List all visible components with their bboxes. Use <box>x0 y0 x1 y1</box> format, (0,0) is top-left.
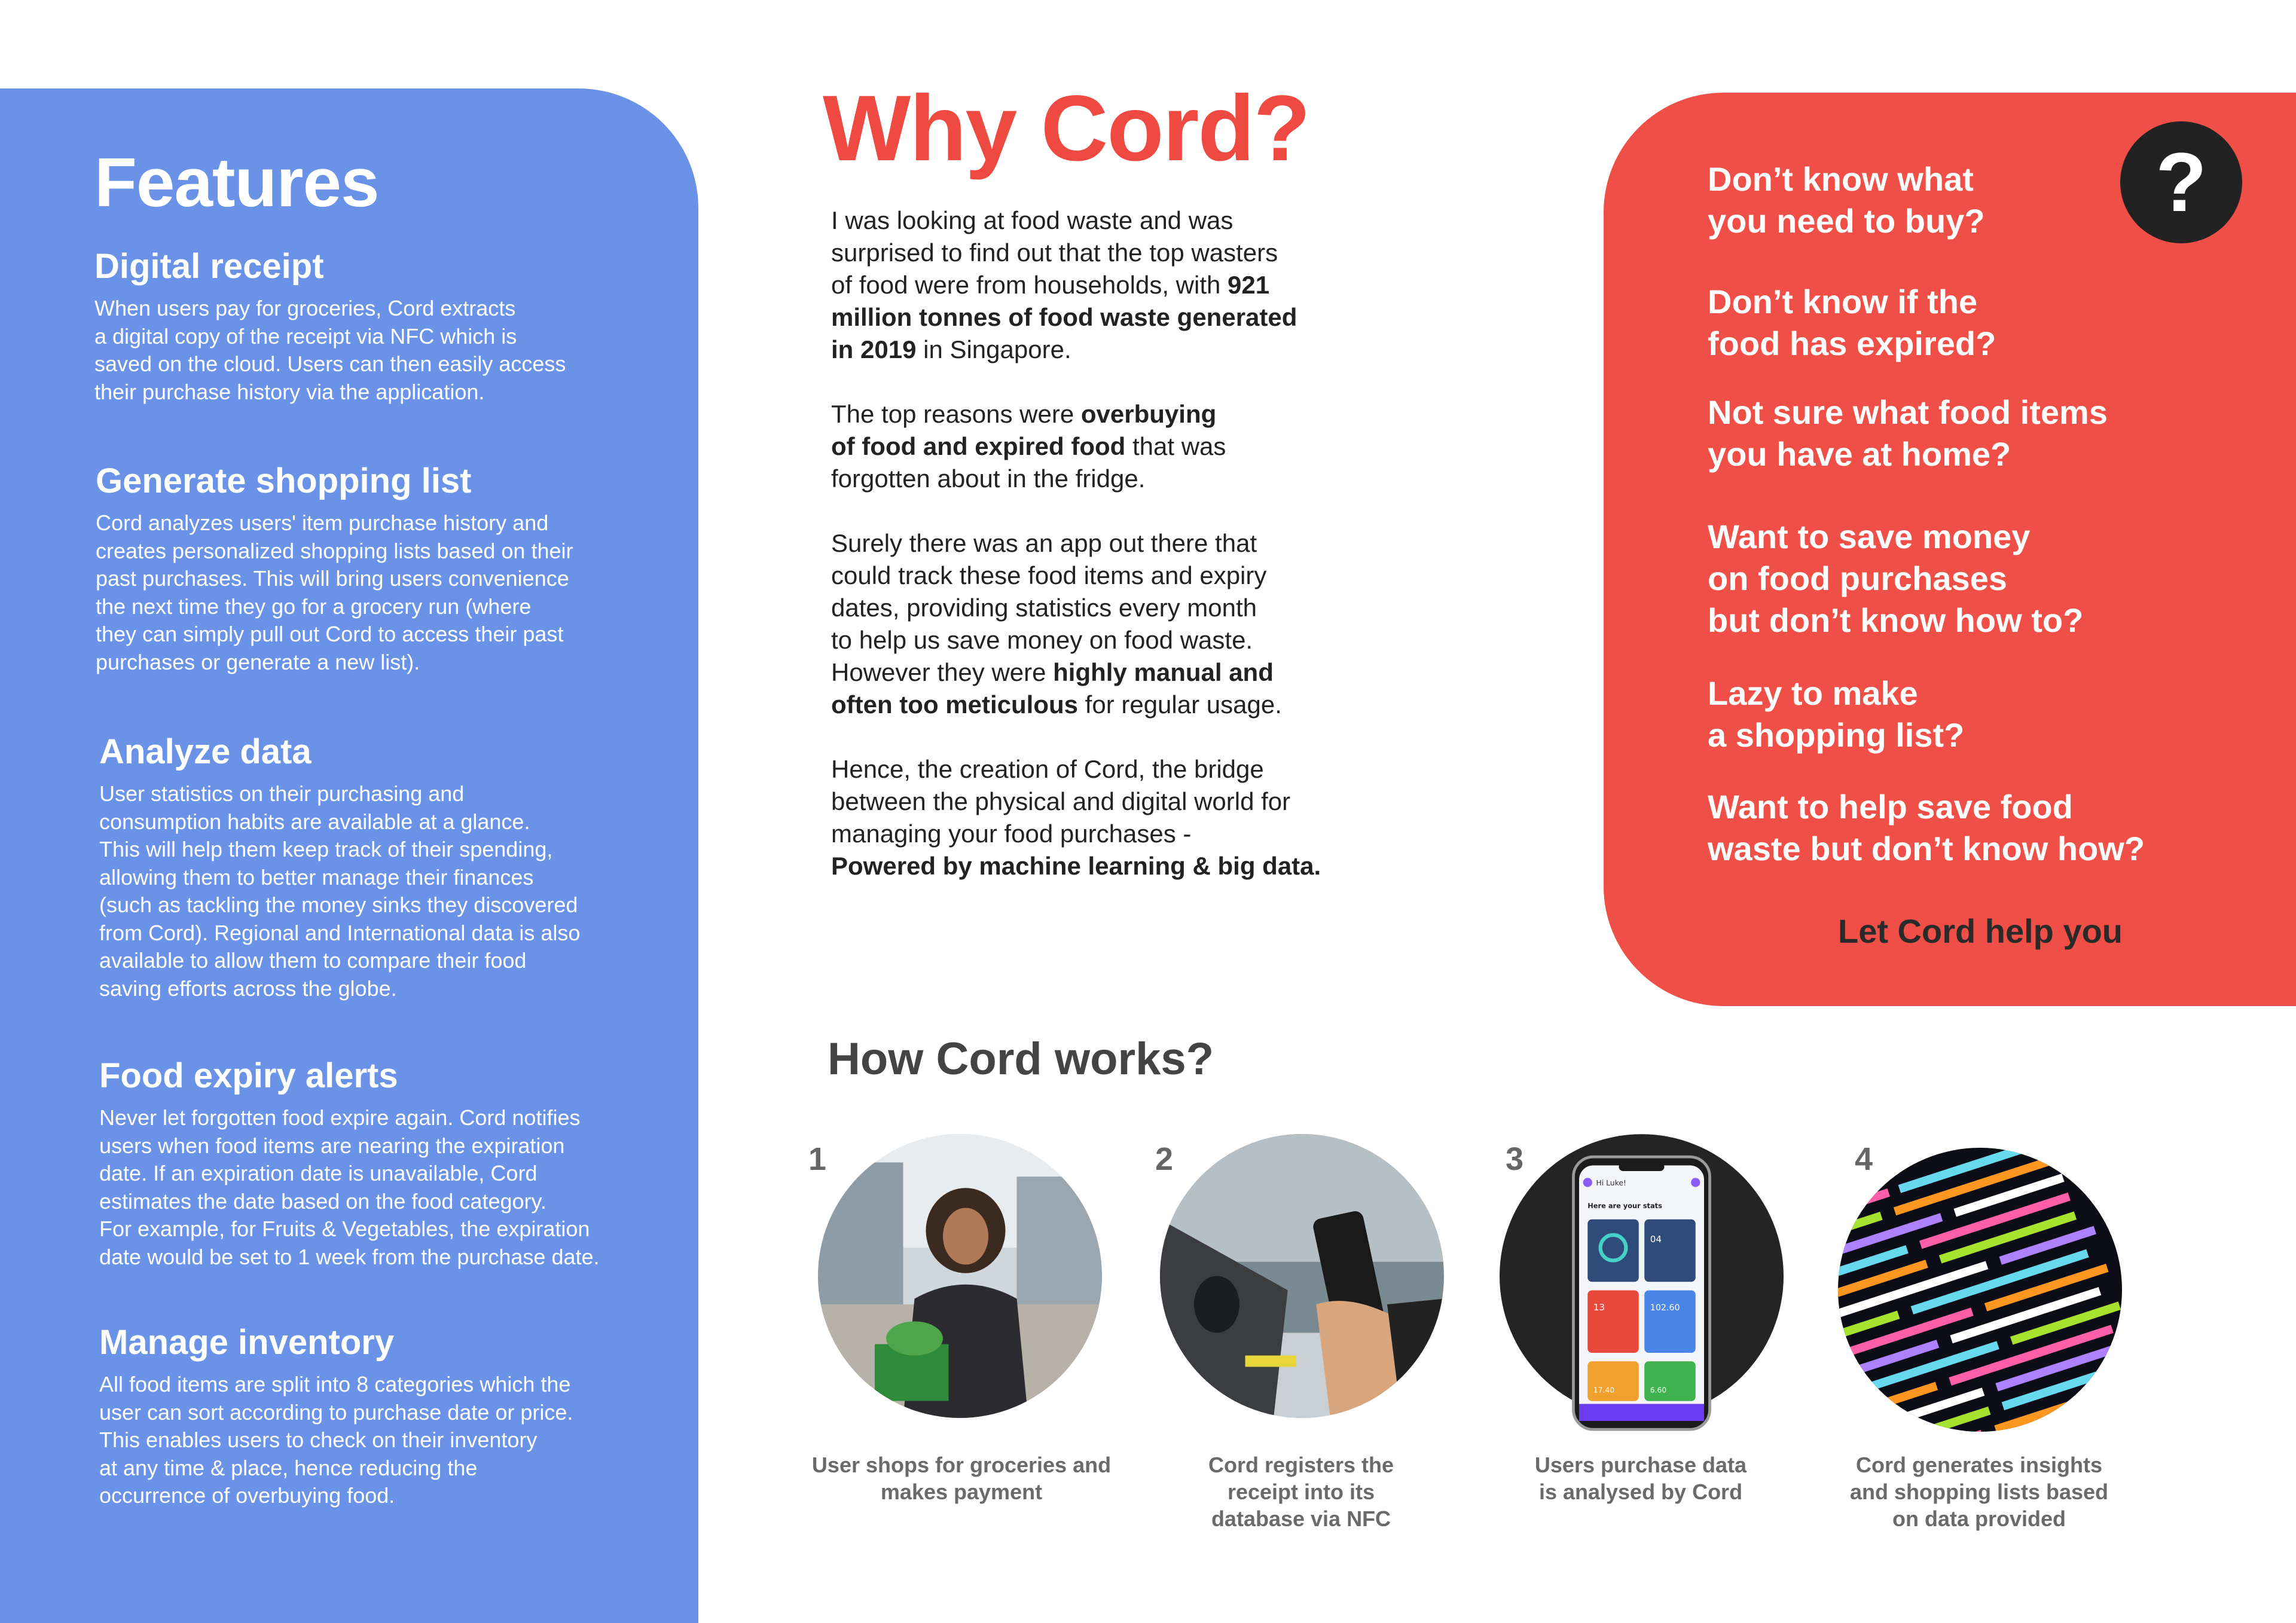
question-item: Want to help save food waste but don’t know how? <box>1708 788 2145 867</box>
feature-analyze-data <box>99 731 637 1002</box>
feature-text: Never let forgotten food expire again. Cord notifies users when food items are nearing the expiration date. If an expiration date is unavailable, Cord estimates the date based on the food category. For example, for Fruits & Vegetables, the expiration date would be set to 1 week from the purchase date. <box>99 1105 600 1269</box>
feature-text: When users pay for groceries, Cord extracts a digital copy of the receipt via NFC which is saved on the cloud. Users can then easily access their purchase history via the application. <box>94 296 566 404</box>
feature-title: Food expiry alerts <box>99 1056 398 1095</box>
feature-text: All food items are split into 8 categories which the user can sort according to purchase date or price. This enables users to check on their inventory at any time & place, hence reducing the occurrence of overbuying food. <box>99 1372 573 1508</box>
phone-header: Here are your stats <box>1587 1201 1662 1210</box>
phone-stat-value: 17.40 <box>1593 1386 1615 1395</box>
why-paragraph-1: I was looking at food waste and was surprised to find out that the top wasters of food were from households, with 921 million tonnes of food waste generated in 2019 in Singapore. <box>831 206 1297 363</box>
shopper-photo <box>818 1134 1102 1418</box>
feature-generate-shopping-list <box>96 460 634 676</box>
feature-manage-inventory <box>99 1322 619 1510</box>
feature-title: Analyze data <box>99 732 312 771</box>
question-item: Want to save money on food purchases but don’t know how to? <box>1708 518 2084 639</box>
step-caption: User shops for groceries and makes payment <box>811 1453 1112 1504</box>
feature-text: User statistics on their purchasing and consumption habits are available at a glance. This will help them keep track of their spending, allowing them to better manage their finances (such as tackling the money sinks they discovered from Cord). Regional and International data is also available to allow them to compare their food saving efforts across the globe. <box>99 781 581 1001</box>
features-panel <box>0 88 698 1623</box>
phone-stat-value: 102.60 <box>1650 1303 1680 1313</box>
let-cord-help-cta: Let Cord help you <box>1838 912 2123 950</box>
phone-stat-value: 13 <box>1593 1301 1605 1313</box>
why-cord-title: Why Cord? <box>823 77 1309 181</box>
step-number: 3 <box>1506 1141 1524 1177</box>
question-item: Don’t know if the food has expired? <box>1708 283 1996 362</box>
step-number: 1 <box>808 1141 827 1177</box>
why-paragraph-2: The top reasons were overbuying of food and expired food that was forgotten about in the fridge. <box>831 400 1226 493</box>
how-cord-works-title: How Cord works? <box>828 1034 1214 1084</box>
nfc-payment-photo <box>1160 1134 1444 1418</box>
phone-stat-value: 04 <box>1650 1233 1662 1245</box>
phone-stat-value: 6.60 <box>1650 1386 1667 1395</box>
step-caption: Users purchase data is analysed by Cord <box>1534 1453 1747 1504</box>
feature-title: Digital receipt <box>94 247 324 286</box>
feature-text: Cord analyzes users' item purchase history and creates personalized shopping lists based on their past purchases. This will bring users convenience the next time they go for a grocery run (where they can simply pull out Cord to access their past purchases or generate a new list). <box>96 511 573 674</box>
why-paragraph-3: Surely there was an app out there that could track these food items and expiry dates, providing statistics every month to help us save money on food waste. However they were highly manual and often too meticulous for regular usage. <box>831 529 1282 719</box>
question-item: Don’t know what you need to buy? <box>1708 160 1985 240</box>
features-title: Features <box>94 143 379 221</box>
step-caption: Cord generates insights and shopping lists based on data provided <box>1849 1453 2109 1531</box>
question-mark-icon: ? <box>2120 121 2242 243</box>
feature-food-expiry-alerts <box>99 1055 637 1271</box>
phone-greeting: Hi Luke! <box>1596 1178 1626 1187</box>
feature-title: Generate shopping list <box>96 461 472 500</box>
question-item: Not sure what food items you have at home? <box>1708 393 2108 473</box>
questions-card <box>1604 93 2296 1006</box>
code-screen-photo <box>1838 1148 2122 1432</box>
phone-stats-photo <box>1500 1134 1784 1418</box>
feature-title: Manage inventory <box>99 1323 395 1362</box>
feature-digital-receipt <box>94 246 633 406</box>
why-paragraph-4: Hence, the creation of Cord, the bridge between the physical and digital world for managing your food purchases - Powered by machine learning & big data. <box>831 755 1321 880</box>
question-item: Lazy to make a shopping list? <box>1708 674 1965 754</box>
step-number: 2 <box>1155 1141 1174 1177</box>
why-cord-body <box>831 204 1357 915</box>
step-caption: Cord registers the receipt into its database via NFC <box>1208 1453 1394 1531</box>
step-number: 4 <box>1855 1141 1873 1177</box>
